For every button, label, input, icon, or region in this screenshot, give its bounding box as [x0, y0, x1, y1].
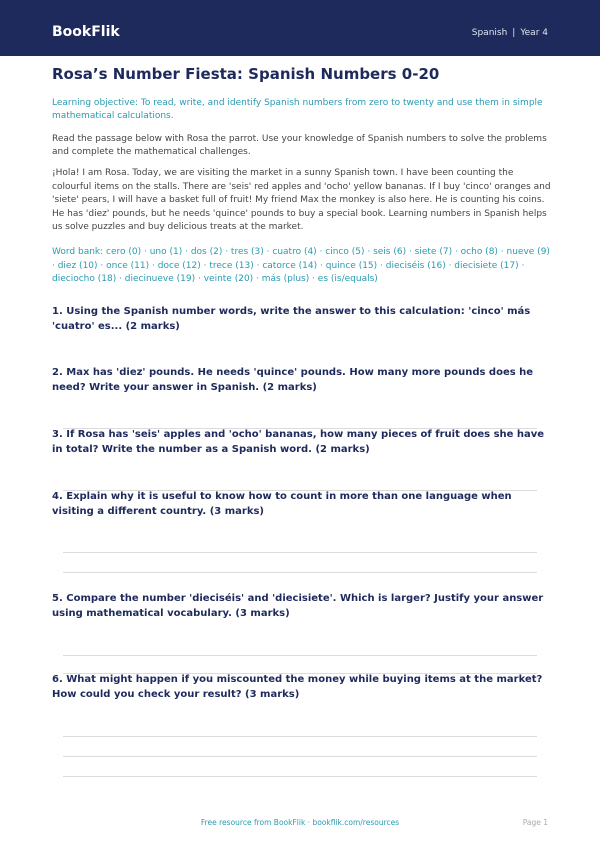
page-number: Page 1	[522, 818, 548, 827]
worksheet-title: Rosa’s Number Fiesta: Spanish Numbers 0-20	[52, 65, 440, 83]
brand-logo: BookFlik	[52, 24, 120, 40]
answer-line[interactable]	[63, 756, 537, 757]
question-6: 6. What might happen if you miscounted the money while buying items at the market? How could you check your result? (3 marks)	[52, 674, 543, 700]
page-footer	[0, 817, 600, 829]
instructions: Read the passage below with Rosa the parrot. Use your knowledge of Spanish numbers to solve the problems and complete the mathematical challenges.	[52, 134, 547, 157]
subject-label: Spanish	[471, 28, 508, 38]
subject-year-label	[472, 27, 548, 39]
question-4: 4. Explain why it is useful to know how to count in more than one language when visiting a different country. (3 marks)	[52, 491, 512, 517]
footer-credit-link[interactable]: Free resource from BookFlik · bookflik.com/resources	[200, 818, 400, 827]
question-1: 1. Using the Spanish number words, write the answer to this calculation: 'cinco' más 'cuatro' es... (2 marks)	[52, 306, 531, 332]
page-header	[0, 0, 600, 56]
word-bank: Word bank: cero (0) · uno (1) · dos (2) · tres (3) · cuatro (4) · cinco (5) · seis (6) · siete (7) · ocho (8) · nueve (9) · diez (10) · once (11) · doce (12) · trece (13) · catorce (14) · quince (15) · dieciséis (16) · diecisiete (17) · dieciocho (18) · diecinueve (19) · veinte (20) · más (plus) · es (is/equals)	[52, 247, 550, 284]
question-2: 2. Max has 'diez' pounds. He needs 'quince' pounds. How many more pounds does he need? Write your answer in Spanish. (2 marks)	[52, 367, 534, 393]
learning-objective: Learning objective: To read, write, and identify Spanish numbers from zero to twenty and use them in simple mathematical calculations.	[52, 98, 543, 121]
reading-passage: ¡Hola! I am Rosa. Today, we are visiting the market in a sunny Spanish town. I have been counting the colourful items on the stalls. There are 'seis' red apples and 'ocho' yellow bananas. If I buy 'cinco' oranges and 'siete' pears, I will have a basket full of fruit! My friend Max the monkey is also here. He is counting his coins. He has 'diez' pounds, but he needs 'quince' pounds to buy a special book. Learning numbers in Spanish helps us solve puzzles and buy delicious treats at the market.	[52, 168, 551, 232]
meta-separator: |	[512, 28, 516, 38]
answer-line[interactable]	[63, 552, 537, 553]
question-3: 3. If Rosa has 'seis' apples and 'ocho' bananas, how many pieces of fruit does she have in total? Write the number as a Spanish word. (2 marks)	[52, 429, 545, 455]
question-5: 5. Compare the number 'dieciséis' and 'diecisiete'. Which is larger? Justify your answer using mathematical vocabulary. (3 marks)	[52, 593, 544, 619]
answer-line[interactable]	[63, 736, 537, 737]
year-label: Year 4	[520, 28, 548, 38]
answer-line[interactable]	[63, 655, 537, 656]
answer-line[interactable]	[63, 572, 537, 573]
answer-line[interactable]	[63, 776, 537, 777]
